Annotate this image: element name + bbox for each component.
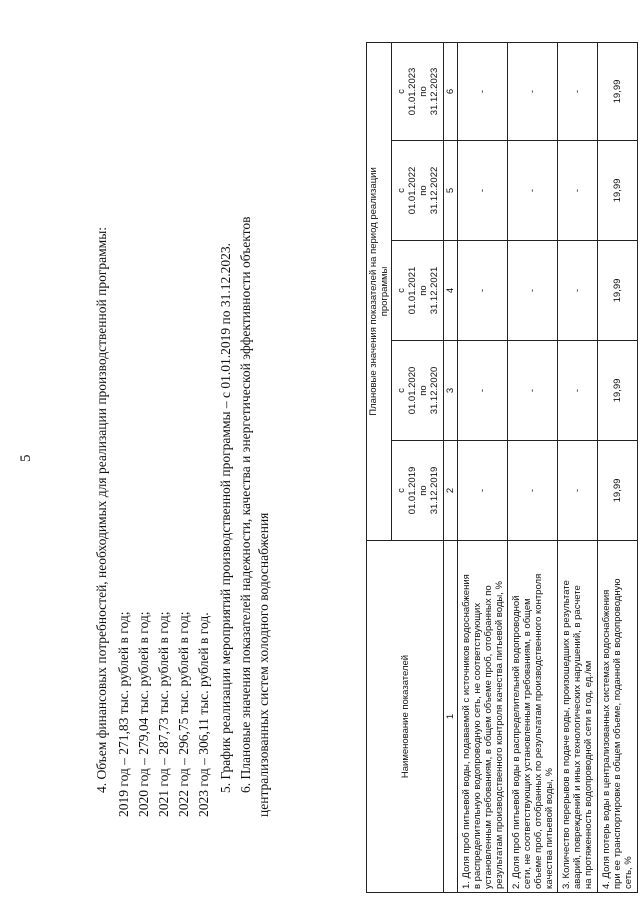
name-line: 3. Количество перерывов в подаче воды, произошедших в результате	[561, 580, 572, 889]
value-cell: -	[458, 42, 508, 140]
name-line: качества питьевой воды, %	[543, 768, 555, 889]
name-line: в распределительную водопроводную сеть, не соответствующих	[471, 602, 483, 889]
value-cell: -	[558, 341, 598, 441]
indicator-name	[508, 541, 558, 893]
value-cell: -	[508, 341, 558, 441]
period-2020-cell	[392, 341, 444, 441]
period-to-word: по	[417, 485, 429, 496]
period-2019-cell	[392, 441, 444, 541]
header-name-cell	[367, 541, 444, 893]
page-number: 5	[18, 454, 34, 462]
table-row	[598, 42, 638, 892]
period-from-word: с	[395, 388, 407, 393]
header-name: Наименование показателей	[399, 654, 411, 779]
table-row	[458, 42, 508, 892]
col-number: 1	[444, 541, 458, 893]
period-to-word: по	[417, 285, 429, 296]
header-group-line2: программы	[379, 266, 390, 317]
year-2019-line: 2019 год – 271,83 тыс. рублей в год;	[116, 611, 131, 817]
period-to: 31.12.2021	[428, 266, 440, 315]
table-row	[558, 42, 598, 892]
name-line: установленным требованиям, в общем объеме проб, отобранных по	[482, 585, 494, 889]
period-2023-cell	[392, 42, 444, 140]
header-group-line1: Плановые значения показателей на период реализации	[368, 167, 379, 416]
value-cell: 19,99	[598, 341, 638, 441]
value-cell: 19,99	[598, 42, 638, 140]
name-line: объеме проб, отобранных по результатам производственного контроля	[532, 573, 544, 889]
header-group-cell	[367, 42, 392, 540]
value-cell: -	[558, 241, 598, 341]
value-cell: 19,99	[598, 141, 638, 241]
value-cell: 19,99	[598, 441, 638, 541]
period-from-word: с	[395, 288, 407, 293]
name-line: 1. Доля проб питьевой воды, подаваемой с источников водоснабжения	[460, 574, 472, 889]
period-2022-cell	[392, 141, 444, 241]
value-cell: -	[508, 441, 558, 541]
period-to: 31.12.2023	[428, 67, 440, 116]
period-from: 01.01.2022	[406, 166, 418, 215]
value-cell: -	[458, 341, 508, 441]
value-cell: -	[458, 141, 508, 241]
financial-needs-heading: 4. Объем финансовых потребностей, необходимых для реализации производственной программы:	[94, 226, 109, 793]
indicators-heading: 6. Плановые значения показателей надежности, качества и энергетической эффективности объектов	[238, 216, 253, 793]
table-row	[508, 42, 558, 892]
schedule-line: 5. График реализации мероприятий производственной программы – с 01.01.2019 по 31.12.2023.	[218, 242, 233, 793]
value-cell: -	[508, 141, 558, 241]
period-from-word: с	[395, 89, 407, 94]
indicator-name	[458, 541, 508, 893]
name-line: 2. Доля проб питьевой воды в распределительной водопроводной	[510, 595, 522, 889]
col-number: 4	[444, 241, 458, 341]
name-line: сеть, %	[623, 856, 634, 889]
value-cell: -	[558, 141, 598, 241]
year-2023-line: 2023 год – 306,11 тыс. рублей в год.	[196, 612, 211, 817]
period-from-word: с	[395, 488, 407, 493]
name-line: 4. Доля потерь воды в централизованных системах водоснабжения	[601, 589, 612, 889]
period-to-word: по	[417, 385, 429, 396]
indicators-heading-cont: централизованных систем холодного водоснабжения	[256, 512, 271, 817]
period-from-word: с	[395, 188, 407, 193]
indicator-name	[558, 541, 598, 893]
period-2021-cell	[392, 241, 444, 341]
value-cell: -	[508, 42, 558, 140]
value-cell: -	[458, 241, 508, 341]
period-from: 01.01.2023	[406, 67, 418, 116]
name-line: результатам производственного контроля качества питьевой воды, %	[493, 581, 505, 889]
year-2022-line: 2022 год – 296,75 тыс. рублей в год;	[176, 611, 191, 817]
value-cell: -	[458, 441, 508, 541]
col-number: 5	[444, 141, 458, 241]
col-number: 6	[444, 42, 458, 140]
year-2021-line: 2021 год – 287,73 тыс. рублей в год;	[156, 611, 171, 817]
value-cell: 19,99	[598, 241, 638, 341]
year-2020-line: 2020 год – 279,04 тыс. рублей в год;	[136, 611, 151, 817]
period-from: 01.01.2020	[406, 366, 418, 415]
period-to: 31.12.2019	[428, 466, 440, 515]
name-line: при ее транспортировке в общем объеме, поданной в водопроводную	[612, 578, 623, 889]
period-to-word: по	[417, 86, 429, 97]
name-line: аварий, повреждений и иных технологических нарушений, в расчете	[572, 585, 583, 889]
col-number: 2	[444, 441, 458, 541]
value-cell: -	[508, 241, 558, 341]
value-cell: -	[558, 42, 598, 140]
name-line: на протяженность водопроводной сети в год, ед./км	[583, 660, 594, 889]
indicators-table	[366, 42, 638, 893]
period-from: 01.01.2021	[406, 266, 418, 315]
indicator-name	[598, 541, 638, 893]
period-to: 31.12.2022	[428, 166, 440, 215]
period-from: 01.01.2019	[406, 466, 418, 515]
col-number: 3	[444, 341, 458, 441]
period-to: 31.12.2020	[428, 366, 440, 415]
name-line: сети, не соответствующих установленным требованиям, в общем	[521, 598, 533, 889]
period-to-word: по	[417, 185, 429, 196]
value-cell: -	[558, 441, 598, 541]
